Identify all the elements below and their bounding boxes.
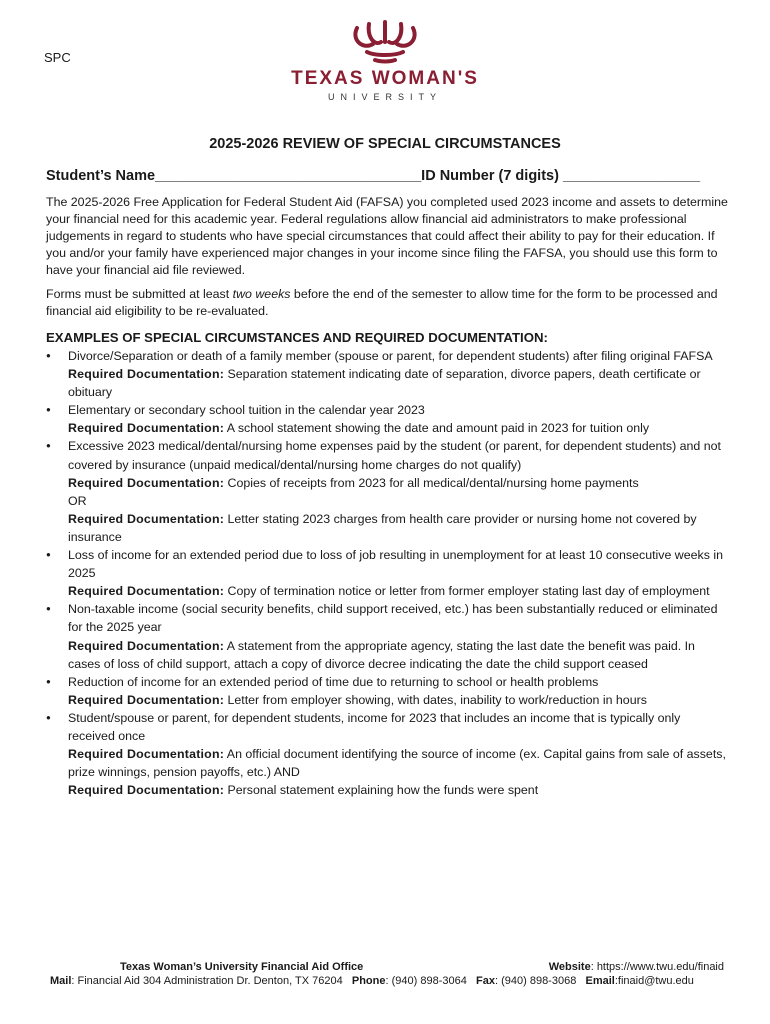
doc-text: A statement from the appropriate agency, stating the last date the benefit was paid. In cases of loss of child support, attach a copy of divorce decree indicating the date the child support ceased [68,638,695,671]
doc-label: Required Documentation: [68,584,225,599]
doc-text: A school statement showing the date and amount paid in 2023 for tuition only [224,421,650,436]
doc-label: Required Documentation: [68,783,225,798]
form-code: SPC [44,50,71,65]
student-name-line[interactable]: _________________________________ [155,168,422,184]
list-item [46,347,726,401]
and-connector: AND [273,765,300,780]
mail-address: : Financial Aid 304 Administration Dr. Denton, TX 76204 [71,975,343,987]
footer-office: Texas Woman’s University Financial Aid Office [120,961,364,973]
fax-number: : (940) 898-3068 [494,975,577,987]
circumstance-text: Elementary or secondary school tuition in the calendar year 2023 [68,403,425,418]
intro-paragraph: The 2025-2026 Free Application for Federal Student Aid (FAFSA) you completed used 2023 income and assets to determine your financial need for this academic year. Federal regulations allow financial aid administrators to make professional judgements in regard to students who have special circumstances that could affect their ability to pay for their education. If you and/or your family have experienced major changes in your income since filing the FAFSA, you should use this form to have your financial aid file reviewed. [46,195,728,277]
website-link[interactable]: : https://www.twu.edu/finaid [590,961,724,973]
fax-label: Fax [476,975,495,987]
examples-heading: EXAMPLES OF SPECIAL CIRCUMSTANCES AND REQUIRED DOCUMENTATION: [46,330,548,345]
doc-text: Separation statement indicating date of separation, divorce papers, death certificate or obituary [68,367,701,400]
footer-contact [50,975,694,987]
logo-wordmark: TEXAS WOMAN'S [291,68,479,89]
list-item [46,546,726,600]
doc-text: Letter stating 2023 charges from health care provider or nursing home not covered by insurance [68,511,697,544]
twu-crest-icon [349,20,421,64]
list-item [46,673,726,709]
form-title: 2025-2026 REVIEW OF SPECIAL CIRCUMSTANCES [209,136,561,152]
circumstance-text: Reduction of income for an extended period of time due to returning to school or health problems [68,674,599,689]
doc-label: Required Documentation: [68,475,225,490]
deadline-text-before: Forms must be submitted at least [46,287,233,301]
doc-text: An official document identifying the source of income (ex. Capital gains from sale of assets, prize winnings, pension payoffs, etc.) [68,747,726,780]
list-item [46,401,726,437]
doc-text: Personal statement explaining how the funds were spent [224,783,539,798]
mail-label: Mail [50,975,72,987]
list-item [46,709,726,799]
circumstance-list [46,347,726,799]
phone-label: Phone [351,975,386,987]
circumstance-text: Divorce/Separation or death of a family member (spouse or parent, for dependent students) after filing original FAFSA [68,349,713,363]
university-logo [285,20,485,110]
doc-label: Required Documentation: [68,367,225,382]
phone-number: : (940) 898-3064 [385,975,467,987]
circumstance-text: Non-taxable income (social security benefits, child support received, etc.) has been substantially reduced or eliminated for the 2025 year [68,602,718,635]
doc-text: Letter from employer showing, with dates, inability to work/reduction in hours [224,692,647,707]
id-number-label: ID Number (7 digits) [421,168,559,184]
email-label: Email [585,975,615,987]
circumstance-text: Excessive 2023 medical/dental/nursing home expenses paid by the student (or parent, for dependent students) and not covered by insurance (unpaid medical/dental/nursing home charges do not qualify) [68,439,721,472]
list-item [46,437,726,546]
id-number-line[interactable]: _________________ [562,168,701,184]
logo-subtitle: UNIVERSITY [327,92,442,102]
website-label: Website [548,961,591,973]
list-item [46,600,726,672]
deadline-paragraph [46,286,736,320]
footer-website [549,961,724,973]
student-name-label: Student’s Name [46,168,156,184]
or-separator: OR [68,493,87,508]
doc-label: Required Documentation: [68,511,225,526]
deadline-emphasis: two weeks [232,287,291,301]
doc-label: Required Documentation: [68,421,225,436]
doc-text: Copies of receipts from 2023 for all medical/dental/nursing home payments [224,475,639,490]
email-address[interactable]: :finaid@twu.edu [614,975,694,987]
doc-label: Required Documentation: [68,638,225,653]
deadline-text-after: before the end of the semester to allow time for the form to be processed and financial aid eligibility to be re-evaluated. [46,287,718,318]
doc-label: Required Documentation: [68,747,225,762]
student-fields-row [46,168,700,184]
circumstance-text: Student/spouse or parent, for dependent students, income for 2023 that includes an income that is typically only received once [68,710,681,743]
doc-text: Copy of termination notice or letter from former employer stating last day of employment [224,584,710,599]
circumstance-text: Loss of income for an extended period due to loss of job resulting in unemployment for at least 10 consecutive weeks in 2025 [68,548,724,581]
doc-label: Required Documentation: [68,692,225,707]
